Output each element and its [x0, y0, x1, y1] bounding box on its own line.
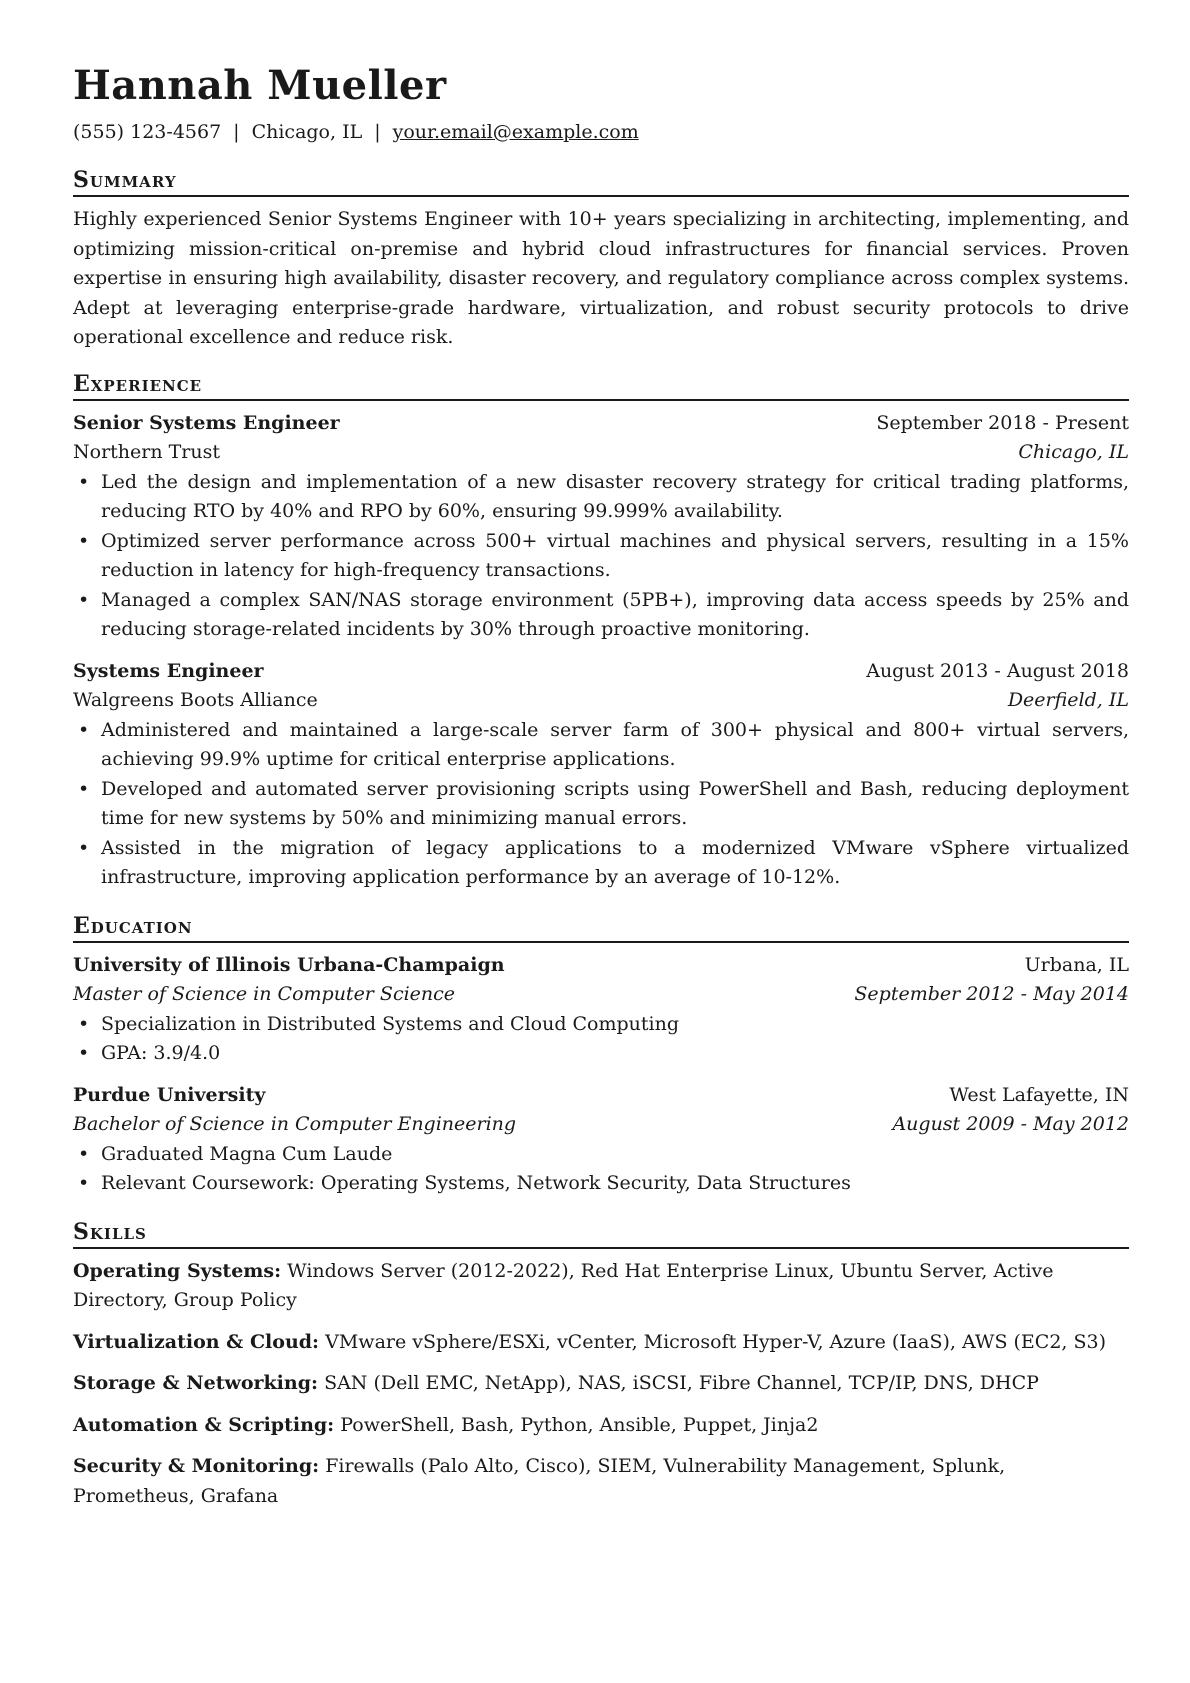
- section-title-skills: Skills: [73, 1217, 1129, 1249]
- school-location: West Lafayette, IN: [949, 1083, 1129, 1106]
- skill-label: Storage & Networking:: [73, 1372, 319, 1394]
- section-title-experience: Experience: [73, 369, 1129, 401]
- job-dates: August 2013 - August 2018: [866, 659, 1129, 682]
- contact-separator: |: [374, 121, 381, 143]
- job-bullet-list: [73, 468, 1129, 645]
- skill-line: [73, 1452, 1129, 1511]
- school-bullet-list: [73, 1140, 1129, 1199]
- school-header-row: [73, 951, 1129, 981]
- school-header-row: [73, 1081, 1129, 1111]
- skill-line: [73, 1257, 1129, 1316]
- job-header-row: [73, 409, 1129, 439]
- school-bullet: • Relevant Coursework: Operating Systems, Network Security, Data Structures: [73, 1169, 1129, 1199]
- school-bullet: • Graduated Magna Cum Laude: [73, 1140, 1129, 1170]
- skill-line: [73, 1369, 1129, 1399]
- job-bullet: • Developed and automated server provisioning scripts using PowerShell and Bash, reducing deployment time for new systems by 50% and minimizing manual errors.: [73, 775, 1129, 834]
- school-entry: [73, 951, 1129, 1069]
- section-title-summary: Summary: [73, 165, 1129, 197]
- skill-value: VMware vSphere/ESXi, vCenter, Microsoft Hyper-V, Azure (IaaS), AWS (EC2, S3): [325, 1330, 1107, 1353]
- education-section: [73, 911, 1129, 1199]
- experience-section: [73, 369, 1129, 893]
- contact-separator: |: [233, 121, 240, 143]
- job-bullet: • Managed a complex SAN/NAS storage environment (5PB+), improving data access speeds by 25% and reducing storage-related incidents by 30% through proactive monitoring.: [73, 586, 1129, 645]
- job-location: Chicago, IL: [1018, 441, 1129, 463]
- skill-label: Automation & Scripting:: [73, 1413, 335, 1436]
- school-degree: Master of Science in Computer Science: [73, 983, 456, 1005]
- school-name: University of Illinois Urbana-Champaign: [73, 953, 505, 976]
- job-header-row: [73, 657, 1129, 687]
- skills-section: [73, 1217, 1129, 1512]
- job-entry: [73, 409, 1129, 645]
- skill-line: [73, 1411, 1129, 1441]
- job-entry: [73, 657, 1129, 893]
- job-role: Senior Systems Engineer: [73, 411, 340, 434]
- skill-label: Virtualization & Cloud:: [73, 1330, 320, 1353]
- school-degree-row: [73, 1110, 1129, 1140]
- school-bullet: • GPA: 3.9/4.0: [73, 1039, 1129, 1069]
- job-company: Northern Trust: [73, 441, 220, 463]
- skill-line: [73, 1328, 1129, 1358]
- email-link[interactable]: your.email@example.com: [392, 121, 639, 143]
- job-bullet: • Optimized server performance across 500+ virtual machines and physical servers, resulting in a 15% reduction in latency for high-frequency transactions.: [73, 527, 1129, 586]
- location-text: Chicago, IL: [251, 121, 363, 143]
- phone-number: (555) 123-4567: [73, 121, 222, 143]
- school-entry: [73, 1081, 1129, 1199]
- school-degree: Bachelor of Science in Computer Engineering: [73, 1113, 517, 1135]
- summary-text: Highly experienced Senior Systems Engineer with 10+ years specializing in architecting, implementing, and optimizing mission-critical on-premise and hybrid cloud infrastructures for financial services. Proven expertise in ensuring high availability, disaster recovery, and regulatory compliance across complex systems. Adept at leveraging enterprise-grade hardware, virtualization, and robust security protocols to drive operational excellence and reduce risk.: [73, 208, 1129, 348]
- skill-value: Windows Server (2012-2022), Red Hat Enterprise Linux, Ubuntu Server, Active Directory, Group Policy: [73, 1259, 1054, 1311]
- skill-label: Operating Systems:: [73, 1259, 282, 1282]
- school-degree-row: [73, 980, 1129, 1010]
- school-bullet-list: [73, 1010, 1129, 1069]
- school-dates: September 2012 - May 2014: [854, 983, 1129, 1005]
- job-bullet: • Led the design and implementation of a new disaster recovery strategy for critical trading platforms, reducing RTO by 40% and RPO by 60%, ensuring 99.999% availability.: [73, 468, 1129, 527]
- job-dates: September 2018 - Present: [876, 411, 1129, 434]
- resume-page: [73, 56, 1129, 1523]
- skill-value: Firewalls (Palo Alto, Cisco), SIEM, Vulnerability Management, Splunk, Prometheus, Grafana: [73, 1455, 1006, 1507]
- summary-section: [73, 165, 1129, 353]
- job-company-row: [73, 686, 1129, 716]
- job-bullet-list: [73, 716, 1129, 893]
- skill-value: SAN (Dell EMC, NetApp), NAS, iSCSI, Fibre Channel, TCP/IP, DNS, DHCP: [324, 1372, 1039, 1394]
- school-dates: August 2009 - May 2012: [892, 1113, 1129, 1135]
- job-role: Systems Engineer: [73, 659, 264, 682]
- skill-label: Security & Monitoring:: [73, 1455, 320, 1477]
- job-location: Deerfield, IL: [1007, 689, 1129, 711]
- job-company: Walgreens Boots Alliance: [73, 689, 318, 711]
- candidate-name: Hannah Mueller: [73, 62, 447, 109]
- section-title-education: Education: [73, 911, 1129, 943]
- skill-value: PowerShell, Bash, Python, Ansible, Puppet, Jinja2: [340, 1413, 819, 1436]
- school-bullet: • Specialization in Distributed Systems and Cloud Computing: [73, 1010, 1129, 1040]
- job-company-row: [73, 438, 1129, 468]
- school-name: Purdue University: [73, 1083, 266, 1106]
- job-bullet: • Assisted in the migration of legacy applications to a modernized VMware vSphere virtualized infrastructure, improving application performance by an average of 10-12%.: [73, 834, 1129, 893]
- contact-line: [73, 119, 1129, 145]
- job-bullet: • Administered and maintained a large-scale server farm of 300+ physical and 800+ virtual servers, achieving 99.9% uptime for critical enterprise applications.: [73, 716, 1129, 775]
- school-location: Urbana, IL: [1024, 953, 1129, 976]
